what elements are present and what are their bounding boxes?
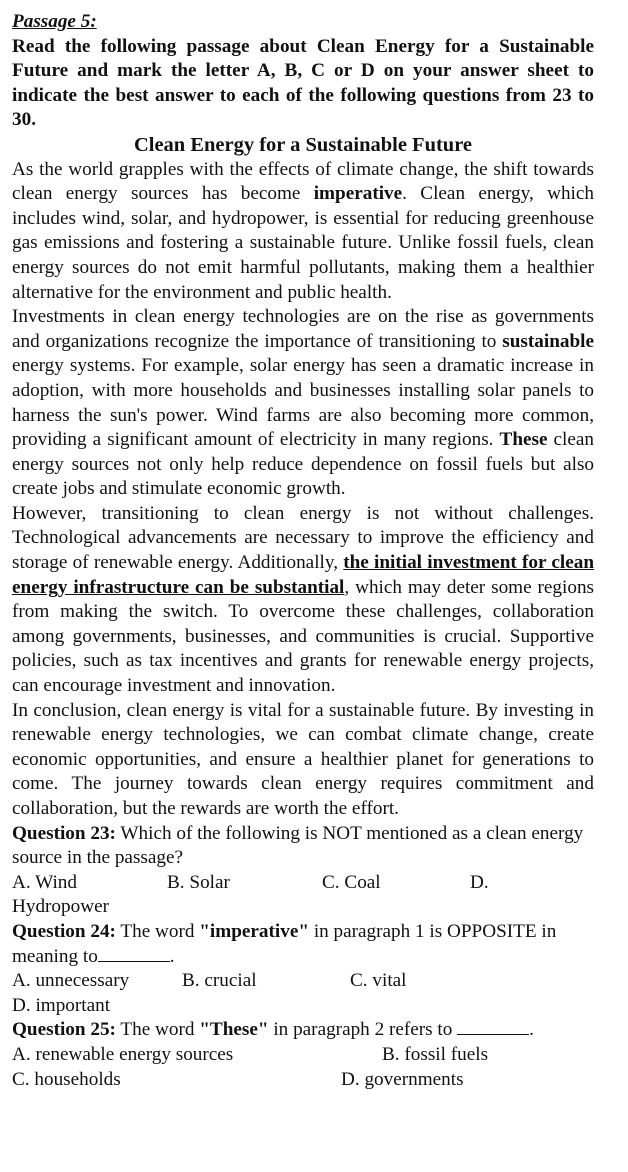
paragraph-3	[12, 502, 594, 699]
paragraph-4: In conclusion, clean energy is vital for a sustainable future. By investing in renewable energy technologies, we can combat climate change, create economic opportunities, and ensure a healthier planet for generations to come. The journey towards clean energy requires commitment and collaboration, but the rewards are worth the effort.	[12, 699, 594, 819]
paragraph-2-text-c: clean energy sources not only help reduce dependence on fossil fuels but also create jobs and stimulate economic growth.	[12, 429, 594, 500]
answer-blank	[98, 945, 170, 962]
q24-option-c[interactable]: C. vital	[350, 970, 407, 992]
q25-option-d[interactable]: D. governments	[341, 1068, 464, 1090]
question-24-word: "imperative"	[199, 920, 310, 942]
paragraph-2-text-b: energy systems. For example, solar energy has seen a dramatic increase in adoption, with more households and businesses installing solar panels to harness the sun's power. Wind farms are also becoming more common, providing a significant amount of electricity in many regions.	[12, 355, 594, 451]
q23-option-d-text[interactable]: Hydropower	[12, 896, 109, 918]
q25-option-c[interactable]: C. households	[12, 1068, 121, 1090]
question-25-end: .	[529, 1019, 534, 1041]
exam-page	[12, 10, 594, 1092]
q23-option-c[interactable]: C. Coal	[322, 871, 381, 893]
question-24-end: .	[169, 945, 175, 967]
paragraph-1-text-b: . Clean energy, which includes wind, solar, and hydropower, is essential for reducing greenhouse gas emissions and fostering a sustainable future. Unlike fossil fuels, clean energy sources do not emit harmful pollutants, making them a healthier alternative for the environment and public health.	[12, 183, 594, 303]
question-25-text-post: in paragraph 2 refers to	[268, 1019, 458, 1041]
keyword-imperative: imperative	[313, 183, 403, 205]
paragraph-3-text-a: However, transitioning to clean energy is not without challenges. Technological advancements are necessary to improve the efficiency and storage of renewable energy. Additionally,	[12, 502, 594, 574]
question-23-text: Which of the following is NOT mentioned as a clean energy source in the passage?	[12, 822, 584, 869]
paragraph-3-text-b: , which may deter some regions from making the switch. To overcome these challenges, collaboration among governments, businesses, and communities is crucial. Supportive policies, such as tax incentives and grants for renewable energy projects, can encourage investment and innovation.	[12, 576, 595, 697]
question-24	[12, 920, 594, 1018]
paragraph-2	[12, 305, 594, 502]
q23-option-a[interactable]: A. Wind	[12, 871, 77, 893]
q24-option-b[interactable]: B. crucial	[182, 970, 257, 992]
passage-label: Passage 5:	[12, 11, 97, 32]
question-25	[12, 1018, 594, 1092]
paragraph-1	[12, 158, 594, 306]
q24-option-a[interactable]: A. unnecessary	[12, 970, 130, 992]
question-25-text-pre: The word	[115, 1019, 200, 1041]
paragraph-2-text-a: Investments in clean energy technologies are on the rise as governments and organizations recognize the importance of transitioning to	[12, 306, 594, 352]
q23-option-b[interactable]: B. Solar	[167, 871, 230, 893]
paragraph-1-text-a: As the world grapples with the effects of climate change, the shift towards clean energy sources has become	[12, 158, 594, 205]
answer-blank-25	[457, 1018, 529, 1035]
question-24-options	[12, 969, 594, 1018]
q24-option-d[interactable]: D. important	[12, 994, 111, 1016]
question-23-label: Question 23:	[12, 822, 116, 844]
question-25-word: "These"	[199, 1019, 269, 1041]
passage-title: Clean Energy for a Sustainable Future	[133, 133, 473, 156]
question-25-options	[12, 1043, 594, 1068]
q25-option-a[interactable]: A. renewable energy sources	[12, 1043, 234, 1065]
question-25-label: Question 25:	[12, 1019, 116, 1041]
question-24-text-post: in paragraph 1 is OPPOSITE in meaning to	[12, 920, 557, 967]
question-24-label: Question 24:	[12, 920, 116, 942]
question-23-options	[12, 871, 594, 920]
question-25-options-row-2	[12, 1068, 594, 1093]
keyword-sustainable: sustainable	[502, 330, 594, 352]
underlined-phrase: the initial investment for clean energy infrastructure can be substantial	[12, 552, 594, 598]
instructions: Read the following passage about Clean Energy for a Sustainable Future and mark the letter A, B, C or D on your answer sheet to indicate the best answer to each of the following questions from 23 to 30.	[12, 35, 594, 131]
keyword-these: These	[499, 429, 548, 451]
question-24-text-pre: The word	[115, 920, 200, 942]
question-23	[12, 822, 594, 920]
q25-option-b[interactable]: B. fossil fuels	[382, 1043, 489, 1065]
q23-option-d[interactable]: D.	[470, 871, 489, 893]
